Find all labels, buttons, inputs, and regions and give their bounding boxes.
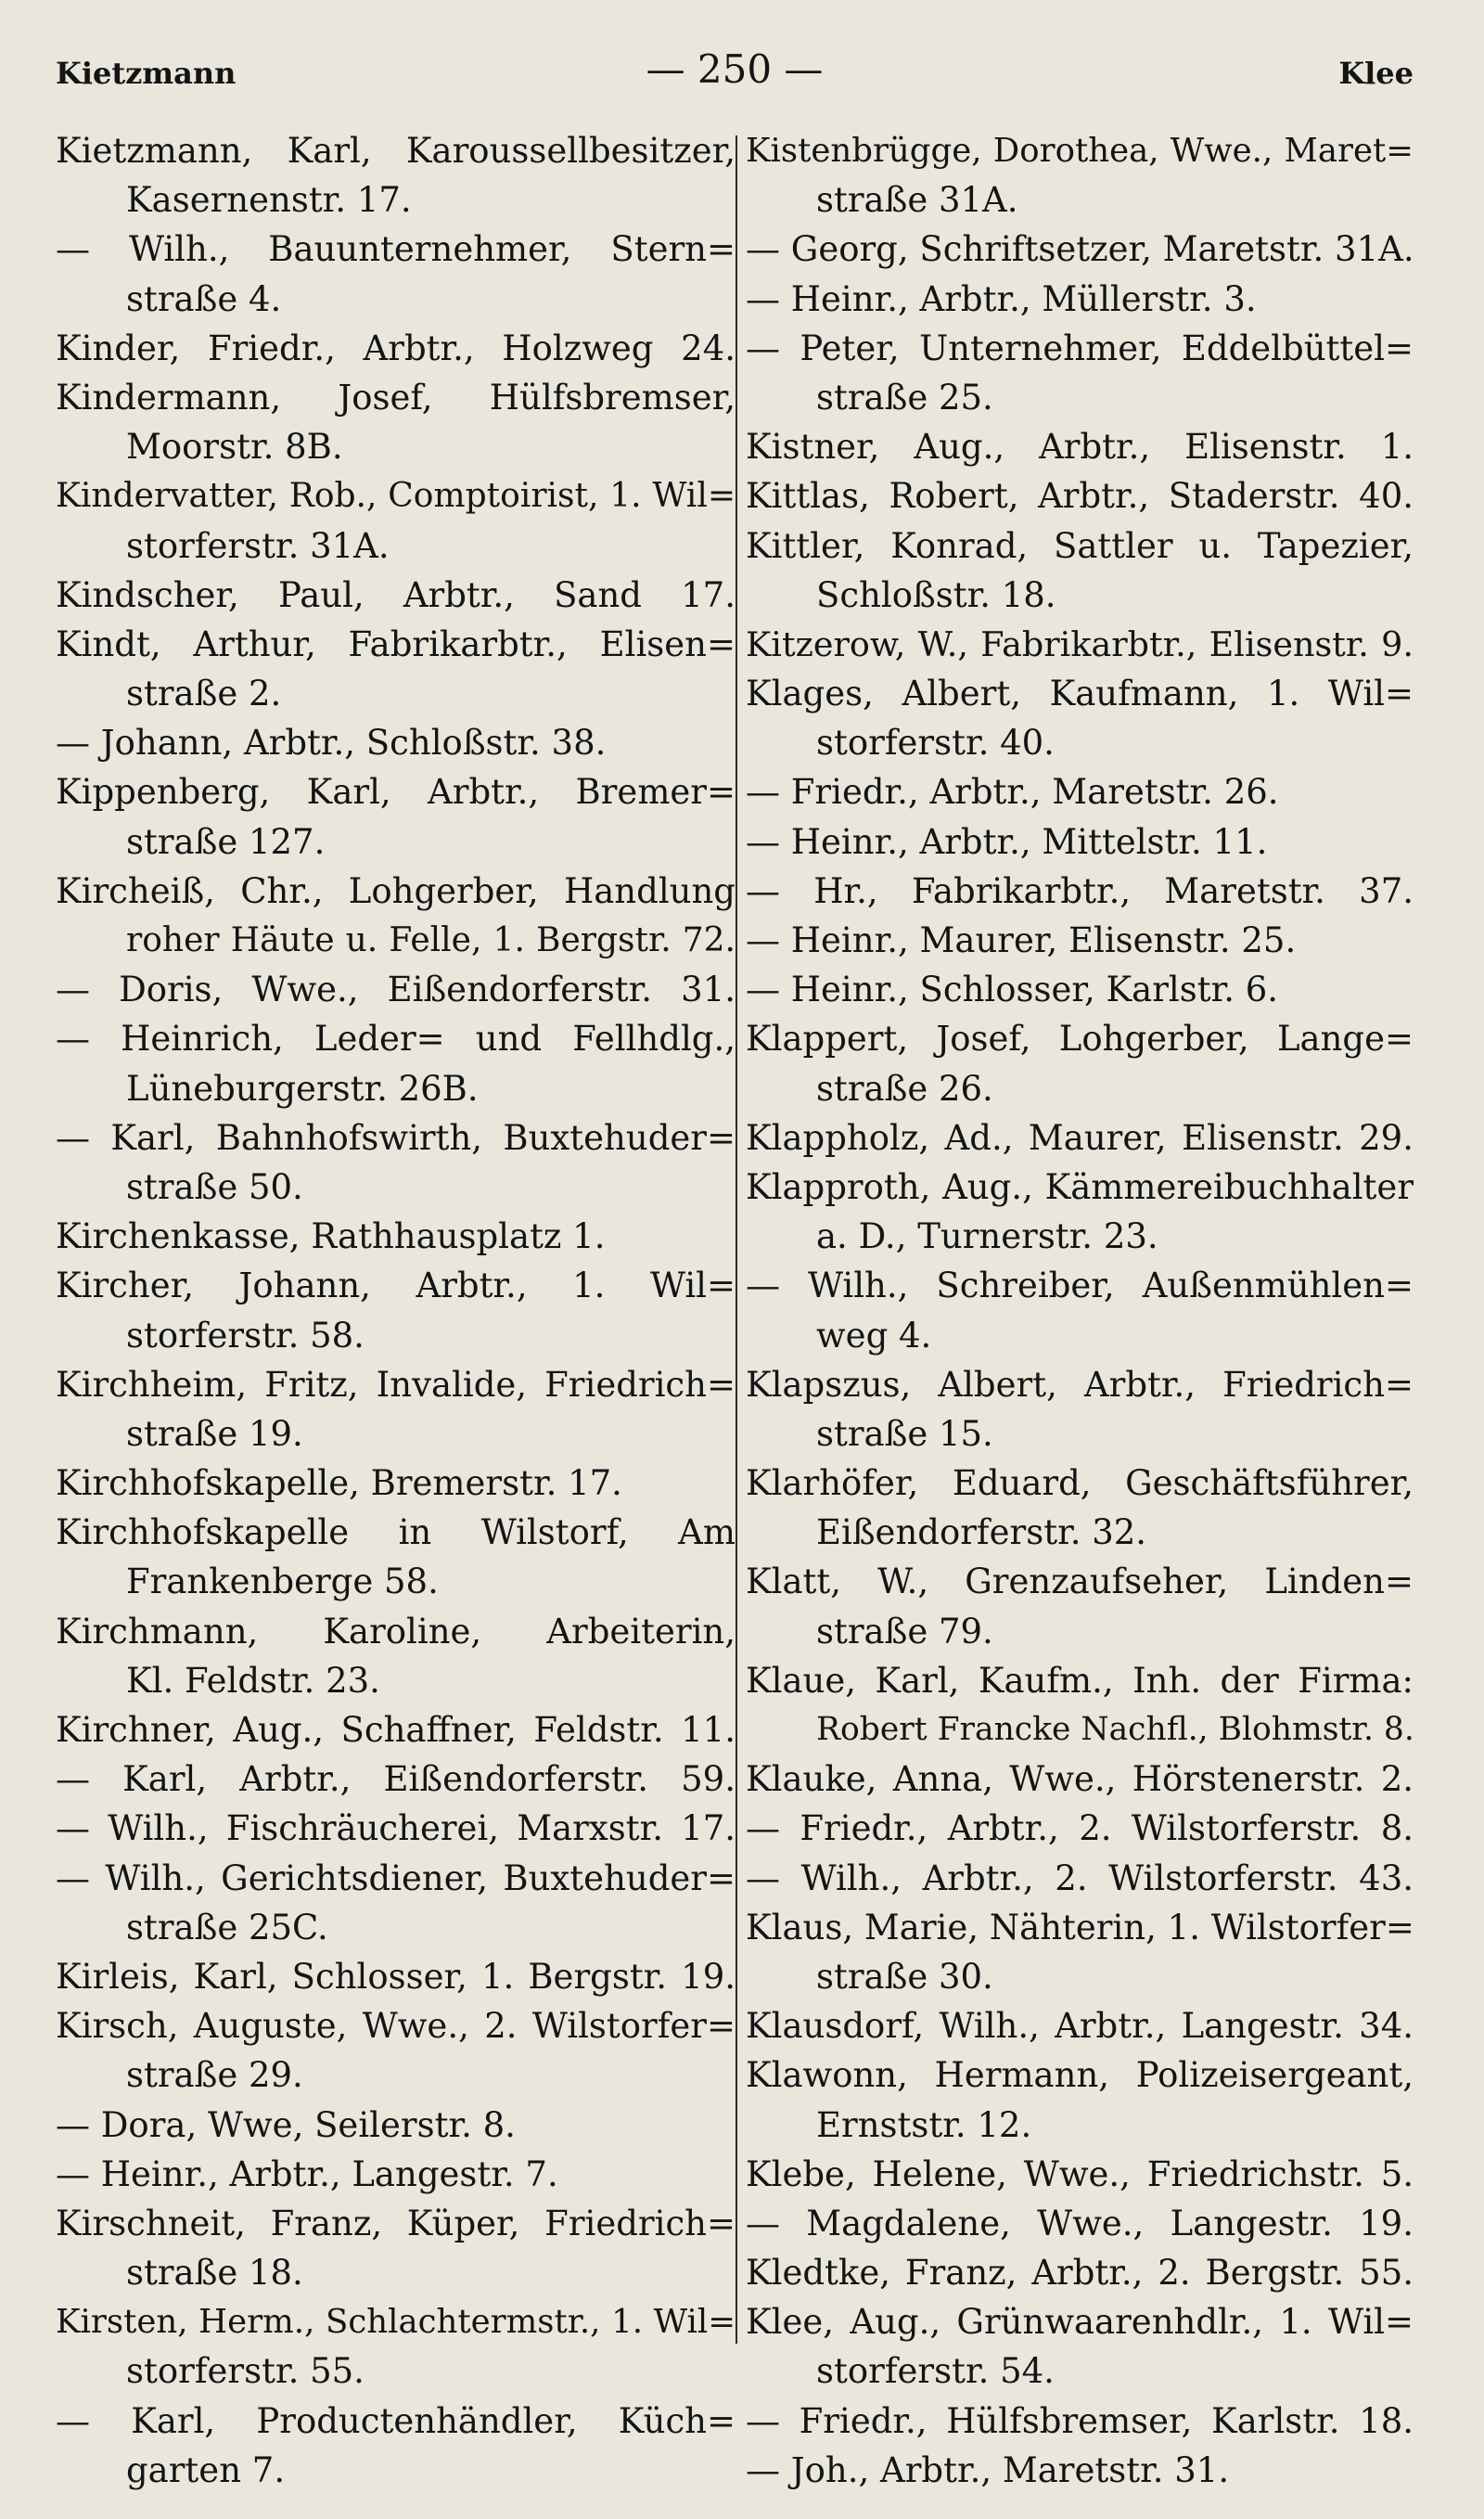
left-column: [56, 126, 736, 2495]
entry-continuation-line: a. D., Turnerstr. 23.: [816, 1216, 1158, 1257]
entry-line: Klappholz, Ad., Maurer, Elisenstr. 29.: [746, 1117, 1414, 1158]
entry-line: Kindervatter, Rob., Comptoirist, 1. Wil=: [56, 477, 736, 516]
entry-line: Klarhöfer, Eduard, Geschäftsführer,: [746, 1463, 1414, 1504]
entry-line: — Friedr., Arbtr., 2. Wilstorferstr. 8.: [746, 1808, 1414, 1849]
entry-line: Kledtke, Franz, Arbtr., 2. Bergstr. 55.: [746, 2253, 1414, 2294]
entry-line: Klawonn, Hermann, Polizeisergeant,: [746, 2055, 1414, 2096]
entry-continuation-line: storferstr. 40.: [816, 723, 1055, 764]
entry-continuation-line: Ernststr. 12.: [816, 2104, 1032, 2145]
entry-line: Kirchhofskapelle in Wilstorf, Am: [56, 1512, 736, 1553]
entry-line: Kirchner, Aug., Schaffner, Feldstr. 11.: [56, 1710, 736, 1750]
entry-line: Kircheiß, Chr., Lohgerber, Handlung: [56, 870, 736, 911]
entry-continuation-line: straße 26.: [816, 1068, 993, 1109]
entry-continuation-line: straße 29.: [126, 2055, 303, 2096]
entry-line: — Magdalene, Wwe., Langestr. 19.: [746, 2203, 1414, 2243]
entry-continuation-line: Robert Francke Nachfl., Blohmstr. 8.: [816, 1711, 1414, 1748]
entry-continuation-line: straße 30.: [816, 1956, 993, 1997]
entry-continuation-line: storferstr. 31A.: [126, 525, 390, 566]
entry-line: Kindermann, Josef, Hülfsbremser,: [56, 377, 736, 418]
entry-line: Kindscher, Paul, Arbtr., Sand 17.: [56, 574, 736, 615]
entry-continuation-line: Kl. Feldstr. 23.: [126, 1660, 380, 1701]
entry-continuation-line: Kasernenstr. 17.: [126, 180, 412, 221]
entry-line: Kittlas, Robert, Arbtr., Staderstr. 40.: [746, 476, 1414, 517]
column-divider: [736, 135, 737, 2344]
entry-line: — Heinr., Arbtr., Müllerstr. 3.: [746, 278, 1257, 319]
entry-continuation-line: straße 25.: [816, 377, 993, 418]
running-head-right: Klee: [1338, 56, 1414, 91]
entry-line: Klappert, Josef, Lohgerber, Lange=: [746, 1019, 1414, 1060]
entry-continuation-line: straße 50.: [126, 1166, 303, 1207]
entry-line: Klapszus, Albert, Arbtr., Friedrich=: [746, 1364, 1414, 1405]
entry-line: — Johann, Arbtr., Schloßstr. 38.: [56, 723, 607, 764]
entry-continuation-line: straße 4.: [126, 278, 282, 319]
entry-continuation-line: straße 127.: [126, 821, 326, 862]
entry-line: Klauke, Anna, Wwe., Hörstenerstr. 2.: [746, 1759, 1414, 1800]
entry-line: Kietzmann, Karl, Karoussellbesitzer,: [56, 131, 736, 171]
entry-line: Kircher, Johann, Arbtr., 1. Wil=: [56, 1266, 736, 1306]
entry-line: Klages, Albert, Kaufmann, 1. Wil=: [746, 674, 1414, 714]
entry-line: Kirchheim, Fritz, Invalide, Friedrich=: [56, 1364, 736, 1405]
entry-continuation-line: Eißendorferstr. 32.: [816, 1512, 1147, 1553]
entry-continuation-line: straße 79.: [816, 1611, 993, 1651]
entry-line: — Heinr., Arbtr., Mittelstr. 11.: [746, 821, 1268, 862]
entry-line: — Karl, Bahnhofswirth, Buxtehuder=: [56, 1117, 736, 1158]
entry-line: Kirsch, Auguste, Wwe., 2. Wilstorfer=: [56, 2006, 736, 2047]
entry-continuation-line: straße 19.: [126, 1413, 303, 1454]
entry-continuation-line: Frankenberge 58.: [126, 1562, 439, 1602]
entry-line: — Wilh., Bauunternehmer, Stern=: [56, 229, 736, 270]
entry-line: Klausdorf, Wilh., Arbtr., Langestr. 34.: [746, 2006, 1414, 2047]
entry-line: — Dora, Wwe, Seilerstr. 8.: [56, 2104, 516, 2145]
entry-line: — Friedr., Hülfsbremser, Karlstr. 18.: [746, 2400, 1414, 2441]
entry-line: — Wilh., Arbtr., 2. Wilstorferstr. 43.: [746, 1857, 1414, 1898]
entry-line: — Wilh., Fischräucherei, Marxstr. 17.: [56, 1808, 736, 1849]
page-number: — 250 —: [646, 46, 824, 92]
entry-line: Kirsten, Herm., Schlachtermstr., 1. Wil=: [56, 2303, 736, 2342]
entry-line: — Heinr., Schlosser, Karlstr. 6.: [746, 970, 1279, 1010]
entry-line: Klapproth, Aug., Kämmereibuchhalter: [746, 1166, 1414, 1207]
page-header: [56, 43, 1414, 108]
entry-line: Kistner, Aug., Arbtr., Elisenstr. 1.: [746, 427, 1414, 468]
entry-line: Kitzerow, W., Fabrikarbtr., Elisenstr. 9.: [746, 623, 1414, 664]
entry-line: Kirchmann, Karoline, Arbeiterin,: [56, 1611, 736, 1651]
entry-continuation-line: straße 2.: [126, 674, 282, 714]
entry-line: — Hr., Fabrikarbtr., Maretstr. 37.: [746, 870, 1414, 911]
entry-line: Kistenbrügge, Dorothea, Wwe., Maret=: [746, 132, 1414, 170]
entry-line: — Karl, Arbtr., Eißendorferstr. 59.: [56, 1759, 736, 1800]
entry-line: Kittler, Konrad, Sattler u. Tapezier,: [746, 525, 1414, 566]
entry-line: Kinder, Friedr., Arbtr., Holzweg 24.: [56, 328, 736, 368]
entry-line: — Karl, Productenhändler, Küch=: [56, 2400, 736, 2441]
entry-line: Kirleis, Karl, Schlosser, 1. Bergstr. 19.: [56, 1956, 736, 1997]
entry-line: Klatt, W., Grenzaufseher, Linden=: [746, 1562, 1414, 1602]
entry-continuation-line: storferstr. 55.: [126, 2351, 365, 2392]
entry-line: Klaus, Marie, Nähterin, 1. Wilstorfer=: [746, 1907, 1414, 1947]
entry-line: Kirschneit, Franz, Küper, Friedrich=: [56, 2203, 736, 2243]
entry-continuation-line: Lüneburgerstr. 26B.: [126, 1068, 479, 1109]
entry-continuation-line: weg 4.: [816, 1315, 932, 1356]
entry-line: Kippenberg, Karl, Arbtr., Bremer=: [56, 772, 736, 813]
entry-continuation-line: garten 7.: [126, 2449, 286, 2490]
entry-line: Kirchhofskapelle, Bremerstr. 17.: [56, 1463, 622, 1504]
entry-line: — Wilh., Gerichtsdiener, Buxtehuder=: [56, 1857, 736, 1898]
entry-continuation-line: straße 25C.: [126, 1907, 328, 1947]
entry-line: — Georg, Schriftsetzer, Maretstr. 31A.: [746, 229, 1414, 270]
entry-continuation-line: straße 31A.: [816, 180, 1018, 221]
entry-continuation-line: storferstr. 58.: [126, 1315, 365, 1356]
entry-continuation-line: Schloßstr. 18.: [816, 574, 1056, 615]
entry-continuation-line: straße 15.: [816, 1413, 993, 1454]
entry-line: — Peter, Unternehmer, Eddelbüttel=: [746, 328, 1414, 368]
entry-line: — Joh., Arbtr., Maretstr. 31.: [746, 2449, 1230, 2490]
entry-line: — Heinr., Maurer, Elisenstr. 25.: [746, 920, 1297, 960]
entry-continuation-line: storferstr. 54.: [816, 2351, 1055, 2392]
entry-line: Kirchenkasse, Rathhausplatz 1.: [56, 1216, 606, 1257]
right-column: [746, 126, 1414, 2495]
entry-line: — Heinrich, Leder= und Fellhdlg.,: [56, 1019, 736, 1060]
entry-line: — Wilh., Schreiber, Außenmühlen=: [746, 1266, 1414, 1306]
entry-continuation-line: Moorstr. 8B.: [126, 427, 343, 468]
running-head-left: Kietzmann: [56, 56, 237, 91]
entry-line: Klee, Aug., Grünwaarenhdlr., 1. Wil=: [746, 2302, 1414, 2343]
entry-line: Kindt, Arthur, Fabrikarbtr., Elisen=: [56, 623, 736, 664]
entry-line: Klebe, Helene, Wwe., Friedrichstr. 5.: [746, 2153, 1414, 2194]
entry-line: — Friedr., Arbtr., Maretstr. 26.: [746, 772, 1279, 813]
entry-continuation-line: roher Häute u. Felle, 1. Bergstr. 72.: [126, 921, 736, 959]
entry-line: — Heinr., Arbtr., Langestr. 7.: [56, 2153, 558, 2194]
entry-continuation-line: straße 18.: [126, 2253, 303, 2294]
entry-line: — Doris, Wwe., Eißendorferstr. 31.: [56, 970, 736, 1010]
entry-line: Klaue, Karl, Kaufm., Inh. der Firma:: [746, 1660, 1414, 1701]
